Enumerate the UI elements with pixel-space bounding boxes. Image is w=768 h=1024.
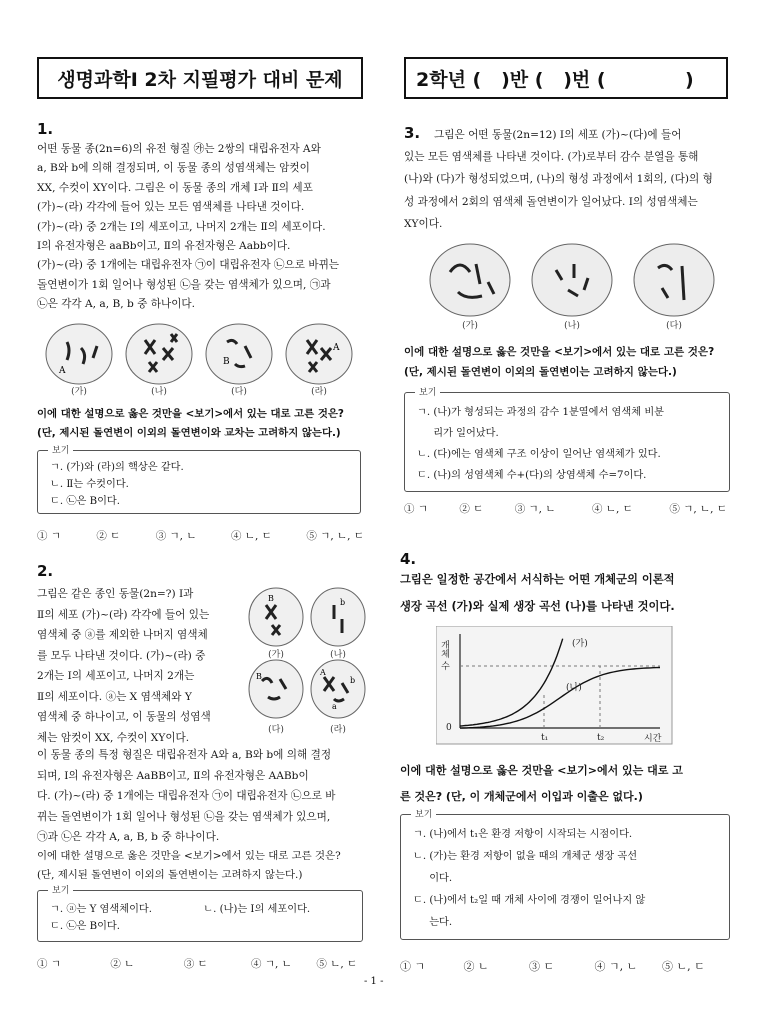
text-line: (가)~(라) 중 2개는 Ⅰ의 세포이고, 나머지 2개는 Ⅱ의 세포이다. (37, 220, 326, 233)
text-line: 있는 모든 염색체를 나타낸 것이다. (가)로부터 감수 분열을 통해 (404, 151, 699, 164)
q3-cell-ga (430, 244, 510, 316)
q4-choice-3[interactable]: ③ ㄷ (529, 960, 555, 973)
q2-gene-label: B (268, 594, 274, 603)
q1-cap-na: (나) (151, 387, 167, 397)
q2-choice-3[interactable]: ③ ㄷ (183, 958, 208, 970)
student-info: 2학년 ( )반 ( )번 ( ) (404, 57, 728, 99)
q2-gene-label: a (332, 702, 337, 711)
text-line: 염색체 중 ⓐ를 제외한 나머지 염색체 (37, 629, 208, 641)
q4-bogi-box (400, 810, 730, 940)
q4-choice-1[interactable]: ① ㄱ (400, 960, 426, 973)
q1-choice-3[interactable]: ③ ㄱ, ㄴ (155, 530, 197, 542)
q4-choice-2[interactable]: ② ㄴ (463, 960, 489, 973)
q2-number: 2. (37, 562, 54, 580)
q1-number: 1. (37, 120, 54, 138)
text-line: 체는 암컷이 XX, 수컷이 XY이다. (37, 731, 190, 744)
text-line: ㉠과 ㉡은 각각 A, a, B, b 중 하나이다. (37, 831, 220, 843)
q1-cell-na (126, 324, 192, 384)
q3-cap-na: (나) (564, 321, 580, 331)
q2-bogi-label: 보기 (48, 883, 73, 896)
text-line: 이 동물 종의 특정 형질은 대립유전자 A와 a, B와 b에 의해 결정 (37, 749, 332, 761)
q1-question (37, 405, 344, 443)
text-line: 그림은 일정한 공간에서 서식하는 어떤 개체군의 이론적 (400, 573, 675, 586)
series-ga-label: (가) (572, 639, 588, 649)
text-line: 이에 대한 설명으로 옳은 것만을 <보기>에서 있는 대로 고른 것은? (37, 408, 344, 420)
q1-bogi-item: ㄴ. Ⅱ는 수컷이다. (50, 479, 129, 490)
q2-bogi-item: ㄱ. ⓐ는 Y 염색체이다. (50, 904, 152, 915)
q4-bogi-item: ㄴ. (가)는 환경 저항이 없을 때의 개체군 생장 곡선 (413, 851, 638, 862)
q2-stem-wide (37, 745, 367, 848)
q2-cell-ga (249, 588, 303, 646)
text-line: Ⅱ의 세포 (가)~(라) 각각에 들어 있는 (37, 608, 210, 621)
x-tick-t1: t₁ (541, 733, 549, 743)
q1-cell-ga (46, 324, 112, 384)
text-line: 를 모두 나타낸 것이다. (가)~(라) 중 (37, 649, 206, 662)
text-line: 이에 대한 설명으로 옳은 것만을 <보기>에서 있는 대로 고 (400, 764, 683, 777)
text-line: (가)~(라) 중 1개에는 대립유전자 ㉠이 대립유전자 ㉡으로 바뀌는 (37, 259, 340, 272)
q4-bogi-label: 보기 (411, 807, 436, 820)
q3-bogi-item: ㄱ. (나)가 형성되는 과정의 감수 1분열에서 염색체 비분 (417, 407, 664, 418)
q3-bogi-item: 리가 일어났다. (417, 428, 499, 439)
q4-stem (400, 566, 730, 620)
q4-growth-chart (436, 626, 676, 746)
q1-stem (37, 140, 367, 315)
text-line: 2개는 Ⅰ의 세포이고, 나머지 2개는 (37, 670, 195, 682)
y-axis-label: 개체 수 (439, 640, 449, 670)
q3-bogi-item: ㄷ. (나)의 성염색체 수+(다)의 상염색체 수=7이다. (417, 470, 647, 481)
text-line: 어떤 동물 종(2n=6)의 유전 형질 ㉮는 2쌍의 대립유전자 A와 (37, 143, 321, 155)
q3-choice-2[interactable]: ② ㄷ (459, 503, 484, 515)
q1-choice-5[interactable]: ⑤ ㄱ, ㄴ, ㄷ (306, 530, 364, 542)
q4-choices (400, 958, 705, 974)
series-na-label: (나) (566, 683, 582, 693)
q4-choice-5[interactable]: ⑤ ㄴ, ㄷ (662, 960, 705, 973)
text-line: XX, 수컷이 XY이다. 그림은 이 동물 종의 개체 Ⅰ과 Ⅱ의 세포 (37, 181, 313, 194)
q2-cap-da: (다) (268, 725, 284, 735)
q2-choice-2[interactable]: ② ㄴ (110, 958, 135, 970)
q2-gene-label: A (320, 668, 326, 677)
text-line: 성 과정에서 2회의 염색체 돌연변이가 일어났다. Ⅰ의 성염색체는 (404, 195, 698, 208)
text-line: 그림은 같은 종인 동물(2n=?) Ⅰ과 (37, 588, 194, 600)
q3-stem (404, 124, 734, 235)
q1-gene-label-a: A (59, 366, 66, 376)
q1-bogi-item: ㄱ. (가)와 (라)의 핵상은 같다. (50, 462, 184, 473)
q4-bogi-item: 는다. (413, 917, 453, 928)
text-line: XY이다. (404, 217, 443, 230)
q2-gene-label: b (350, 676, 356, 685)
q4-number: 4. (400, 550, 417, 568)
origin-label: 0 (446, 723, 452, 733)
text-line: 뀌는 돌연변이가 1회 일어나 형성된 ㉡을 갖는 염색체가 있으며, (37, 810, 331, 823)
q2-choice-4[interactable]: ④ ㄱ, ㄴ (251, 958, 292, 970)
q2-cell-na (311, 588, 365, 646)
text-line: 른 것은? (단, 이 개체군에서 이입과 이출은 없다.) (400, 790, 643, 803)
q4-bogi-item: ㄱ. (나)에서 t₁은 환경 저항이 시작되는 시점이다. (413, 829, 633, 840)
page-number: - 1 - (364, 976, 384, 987)
q2-cap-ga: (가) (268, 650, 284, 660)
text-line: 그림은 어떤 동물(2n=12) Ⅰ의 세포 (가)~(다)에 들어 (434, 129, 682, 141)
x-axis-label: 시간 (644, 734, 662, 744)
q2-cap-na: (나) (330, 650, 346, 660)
text-line: 이에 대한 설명으로 옳은 것만을 <보기>에서 있는 대로 고른 것은? (404, 346, 715, 358)
q4-bogi-item: ㄷ. (나)에서 t₂일 때 개체 사이에 경쟁이 일어나지 않 (413, 895, 646, 906)
text-line: Ⅰ의 유전자형은 aaBb이고, Ⅱ의 유전자형은 Aabb이다. (37, 240, 291, 253)
q3-choice-3[interactable]: ③ ㄱ, ㄴ (514, 503, 556, 515)
q1-bogi-box (37, 446, 361, 514)
q2-bogi-box (37, 886, 363, 942)
q2-bogi-item: ㄴ. (나)는 Ⅰ의 세포이다. (203, 904, 311, 915)
q1-choice-2[interactable]: ② ㄷ (96, 530, 121, 542)
text-line: ㉡은 각각 A, a, B, b 중 하나이다. (37, 298, 196, 311)
text-line: (단, 제시된 돌연변이 이외의 돌연변이와 교차는 고려하지 않는다.) (37, 427, 341, 439)
q1-choice-4[interactable]: ④ ㄴ, ㄷ (231, 530, 272, 542)
text-line: 생장 곡선 (가)와 실제 생장 곡선 (나)를 나타낸 것이다. (400, 600, 675, 613)
q2-choice-1[interactable]: ① ㄱ (37, 958, 61, 970)
q1-choices (37, 528, 364, 543)
q2-cap-ra: (라) (330, 725, 346, 735)
q1-bogi-label: 보기 (48, 443, 73, 456)
chart-frame (436, 626, 672, 744)
q3-bogi-item: ㄴ. (다)에는 염색체 구조 이상이 일어난 염색체가 있다. (417, 449, 661, 460)
text-line: Ⅱ의 세포이다. ⓐ는 X 염색체와 Y (37, 690, 192, 703)
text-line: (나)와 (다)가 형성되었으며, (나)의 형성 과정에서 1회의, (다)의 형 (404, 173, 713, 186)
text-line: (가)~(라) 각각에 들어 있는 모든 염색체를 나타낸 것이다. (37, 201, 305, 214)
q3-bogi-box (404, 388, 730, 492)
q2-question (37, 847, 341, 885)
text-line: 염색체 중 하나이고, 이 동물의 성염색 (37, 711, 211, 723)
q3-cap-ga: (가) (462, 321, 478, 331)
q2-gene-label: B (256, 672, 262, 681)
q3-cap-da: (다) (666, 321, 682, 331)
q2-gene-label: b (340, 598, 346, 607)
q2-stem-narrow (37, 584, 247, 748)
q4-choice-4[interactable]: ④ ㄱ, ㄴ (594, 960, 638, 973)
q2-bogi-row (50, 901, 350, 918)
q1-choice-1[interactable]: ① ㄱ (37, 530, 61, 542)
q1-cell-ra (286, 324, 352, 384)
q2-choice-5[interactable]: ⑤ ㄴ, ㄷ (316, 958, 358, 970)
text-line: 이에 대한 설명으로 옳은 것만을 <보기>에서 있는 대로 고른 것은? (37, 850, 341, 862)
text-line: (단, 제시된 돌연변이 이외의 돌연변이는 고려하지 않는다.) (37, 869, 303, 881)
x-tick-t2: t₂ (597, 733, 605, 743)
q3-cell-na (532, 244, 612, 316)
q2-cell-da (249, 660, 303, 718)
q3-choice-1[interactable]: ① ㄱ (404, 503, 428, 515)
q3-cell-da (634, 244, 714, 316)
text-line: a, B와 b에 의해 결정되며, 이 동물 종의 성염색체는 암컷이 (37, 162, 310, 175)
q3-cell-figure (428, 242, 728, 322)
q4-question (400, 758, 730, 810)
q2-bogi-item: ㄷ. ㉡은 B이다. (50, 921, 120, 932)
q4-bogi-item: 이다. (413, 873, 453, 884)
text-line: 돌연변이가 1회 일어나 형성된 ㉡을 갖는 염색체가 있으며, ㉠과 (37, 278, 331, 291)
text-line: 다. (가)~(라) 중 1개에는 대립유전자 ㉠이 대립유전자 ㉡으로 바 (37, 790, 336, 802)
text-line: (단, 제시된 돌연변이 이외의 돌연변이는 고려하지 않는다.) (404, 366, 677, 378)
q3-choices (404, 501, 727, 516)
q1-cap-da: (다) (231, 387, 247, 397)
q3-number: 3. (404, 124, 421, 142)
q1-cap-ra: (라) (311, 387, 327, 397)
q2-cell-ra (311, 660, 365, 718)
q3-choice-5[interactable]: ⑤ ㄱ, ㄴ, ㄷ (669, 503, 727, 515)
q2-choices (37, 956, 357, 971)
q3-choice-4[interactable]: ④ ㄴ, ㄷ (592, 503, 633, 515)
q1-cell-da (206, 324, 272, 384)
q1-cap-ga: (가) (71, 387, 87, 397)
q3-bogi-label: 보기 (415, 385, 440, 398)
q1-bogi-item: ㄷ. ㉡은 B이다. (50, 496, 120, 507)
q1-gene-label-a2: A (333, 343, 340, 353)
text-line: 되며, Ⅰ의 유전자형은 AaBB이고, Ⅱ의 유전자형은 AABb이 (37, 769, 309, 782)
q1-gene-label-b: B (223, 357, 230, 367)
exam-title: 생명과학Ⅰ 2차 지필평가 대비 문제 (37, 57, 363, 99)
q3-question (404, 342, 714, 382)
